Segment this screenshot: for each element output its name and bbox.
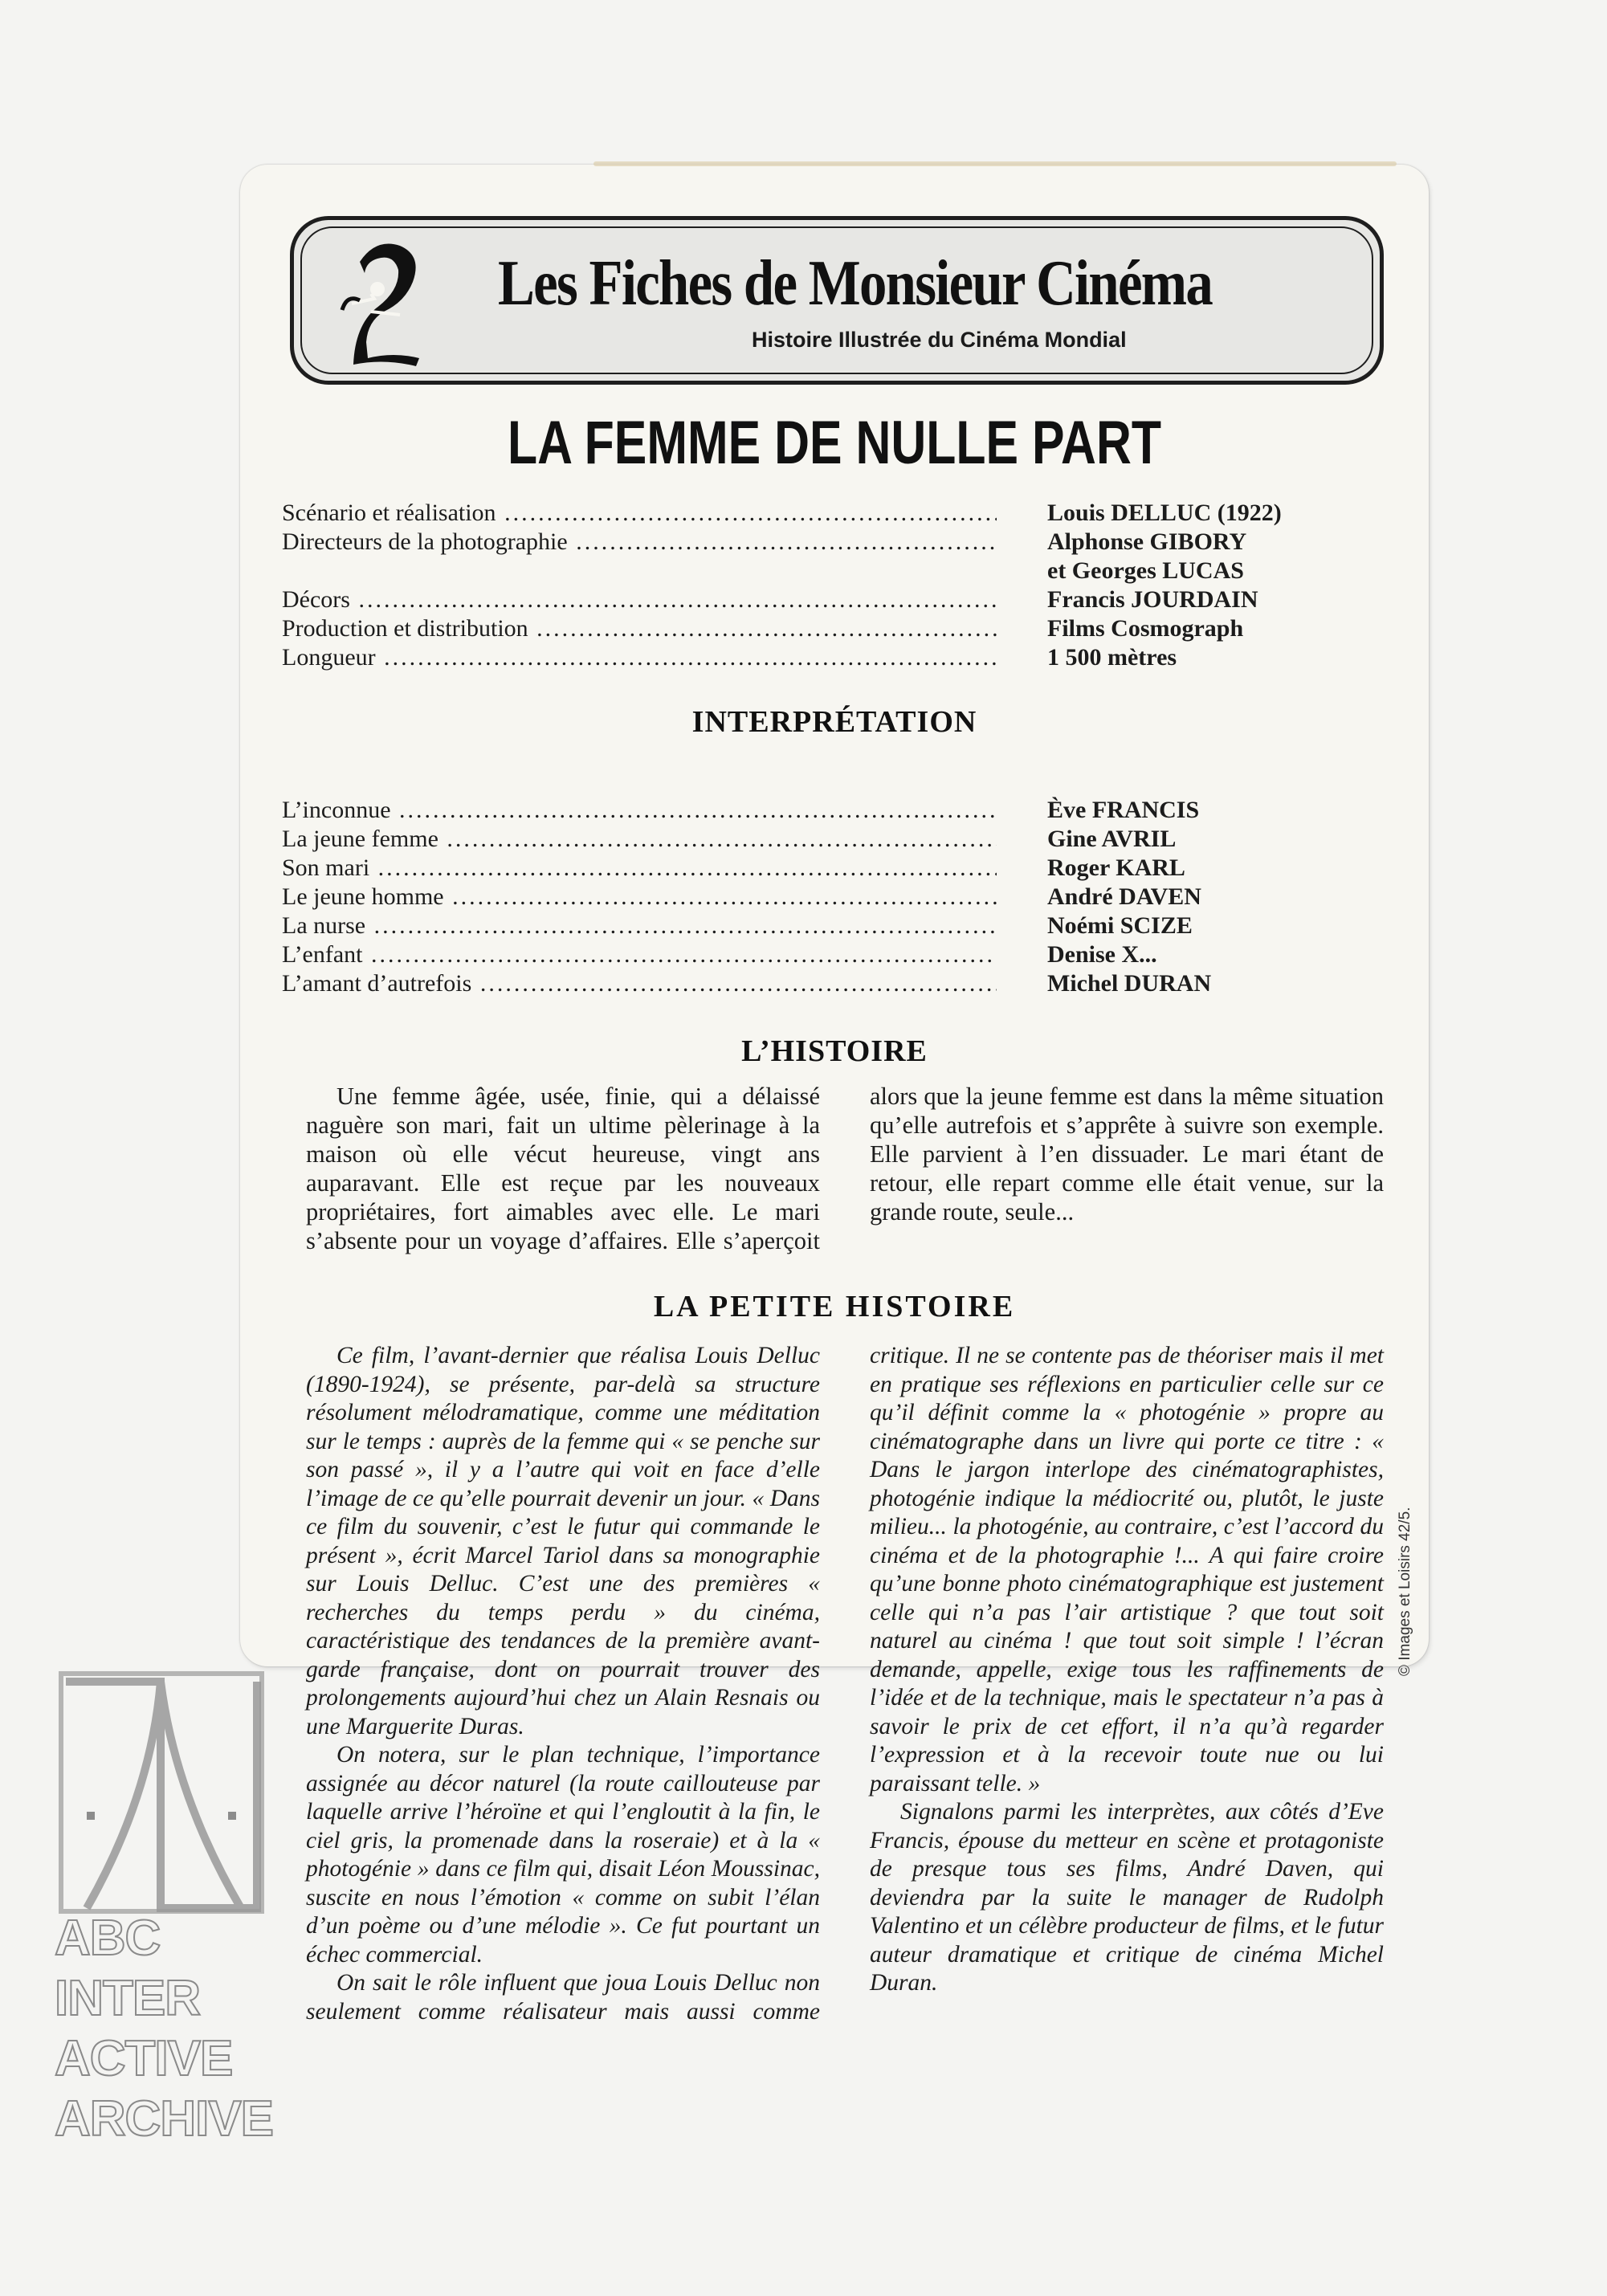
watermark-line: INTER (55, 1971, 200, 2026)
watermark-line: ARCHIVE (55, 2091, 274, 2147)
copyright-notice: © Images et Loisirs 42/5. (1397, 1507, 1413, 1676)
cast-actor: Ève FRANCIS (1047, 797, 1200, 823)
credit-person (1047, 528, 1246, 585)
watermark-line: ABC (55, 1911, 161, 1966)
film-card (240, 165, 1429, 2025)
credit-person-line: Alphonse GIBORY (1047, 528, 1247, 555)
histoire-text (306, 1082, 1384, 1260)
cast-actor: Gine AVRIL (1047, 826, 1177, 852)
cast-actor: André DAVEN (1047, 883, 1201, 910)
header-banner (290, 216, 1384, 385)
cast-role: La jeune femme ..... (282, 825, 997, 854)
histoire-paragraph: Une femme âgée, usée, finie, qui a délaissé naguère son mari, fait un ultime pèlerinage à la maison où elle vécut heureuse, vingt ans auparavant. Elle est reçue par les nouveaux propriétaires, fort aimables avec elle. Le mari s’absente pour un voyage d’affaires. Elle s’aperçoit alors que la jeune femme est dans la même situation qu’elle autrefois et s’apprête à suivre son exemple. Elle parvient à l’en dissuader. Le mari étant de retour, elle repart comme elle était venue, sur la grande route, seule... (306, 1083, 1384, 1254)
cast-role: L’inconnue ..... (282, 796, 997, 825)
cast-role: L’amant d’autrefois ..... (282, 969, 997, 998)
cast-role: Le jeune homme ..... (282, 883, 997, 911)
brand-title: Les Fiches de Monsieur Cinéma (498, 248, 1213, 319)
petite-histoire-paragraph: On notera, sur le plan technique, l’importance assignée au décor naturel (la route caillouteuse par laquelle arrive l’héroïne et qui l’engloutit à la fin, le ciel gris, la promenade dans la roseraie) et à la « photogénie » dans ce film qui, disait Léon Moussinac, suscite en nous l’émotion « comme on subit l’élan d’un poème ou d’une mélodie ». Ce fut pourtant un échec commercial. (306, 1742, 820, 1968)
cast-role: L’enfant ..... (282, 940, 997, 969)
petite-histoire-text (306, 1342, 1384, 2089)
cast-role: La nurse ..... (282, 911, 997, 940)
credit-role: Longueur ..... (282, 643, 997, 672)
monsieur-cinema-logo-icon (336, 238, 432, 366)
film-title: LA FEMME DE NULLE PART (507, 409, 1161, 477)
cast-actor: Roger KARL (1047, 854, 1185, 881)
credit-person: Francis JOURDAIN (1047, 586, 1258, 613)
petite-histoire-heading: LA PETITE HISTOIRE (653, 1290, 1016, 1323)
interpretation-heading: INTERPRÉTATION (691, 705, 977, 739)
histoire-heading: L’HISTOIRE (741, 1034, 928, 1068)
cast-actor: Denise X... (1047, 941, 1157, 968)
brand-subtitle: Histoire Illustrée du Cinéma Mondial (752, 328, 1127, 352)
credit-role: Décors ..... (282, 585, 997, 614)
cast-actor: Noémi SCIZE (1047, 912, 1193, 939)
cast-actor: Michel DURAN (1047, 970, 1212, 997)
watermark-line: ACTIVE (55, 2031, 233, 2086)
credit-person-line: et Georges LUCAS (1047, 557, 1244, 584)
petite-histoire-paragraph: Ce film, l’avant-dernier que réalisa Louis Delluc (1890-1924), se présente, par-delà sa structure résolument mélodramatique, comme une méditation sur le temps : auprès de la femme qui « se penche sur son passé », il y a l’autre qui voit en face d’elle l’image de ce qu’elle pourrait devenir un jour. « Dans ce film du souvenir, c’est le futur qui commande le présent », écrit Marcel Tariol dans sa monographie sur Louis Delluc. C’est une des premières « recherches du temps perdu » du cinéma, caractéristique des tendances de la première avant-garde française, dont on pourrait trouver des prolongements aujourd’hui chez un Alain Resnais ou une Marguerite Duras. (306, 1343, 820, 1739)
credit-role: Scénario et réalisation ..... (282, 499, 997, 528)
credit-role: Directeurs de la photographie ..... (282, 528, 997, 557)
credit-person: Films Cosmograph (1047, 615, 1244, 642)
archive-watermark (55, 1908, 274, 2149)
credit-role: Production et distribution ..... (282, 614, 997, 643)
cast-role: Son mari ..... (282, 854, 997, 883)
credit-person: 1 500 mètres (1047, 644, 1177, 671)
petite-histoire-paragraph: Signalons parmi les interprètes, aux côtés d’Eve Francis, épouse du metteur en scène et protagoniste de presque tous ses films, André Daven, qui deviendra par la suite le manager de Rudolph Valentino et un célèbre producteur de films, et le futur auteur dramatique et critique de cinéma Michel Duran. (870, 1799, 1384, 1996)
petite-histoire-paragraph: On sait le rôle influent que joua Louis Delluc non seulement comme réalisateur mais aussi comme critique. Il ne se contente pas de théoriser mais il met en pratique ses réflexions en particulier celle sur ce qu’il définit comme la « photogénie » propre au cinématographe dans un livre qui porte ce titre : « Dans le jargon interlope des cinématographistes, photogénie indique la médiocrité ou, plutôt, le juste milieu... la photogénie, au contraire, c’est l’accord du cinéma et de la photographie !... A qui faire croire qu’une bonne photo cinématographique est justement celle qui n’a pas l’air artistique ? que tout soit naturel au cinéma ! que tout soit simple ! l’écran demande, appelle, exige tous les raffinements de l’idée et de la technique, mais le spectateur n’a pas à savoir le prix de cet effort, il n’a qu’à regarder l’expression et à la recevoir toute nue ou lui paraissant telle. » (306, 1343, 1384, 2025)
credit-person: Louis DELLUC (1922) (1047, 500, 1282, 526)
